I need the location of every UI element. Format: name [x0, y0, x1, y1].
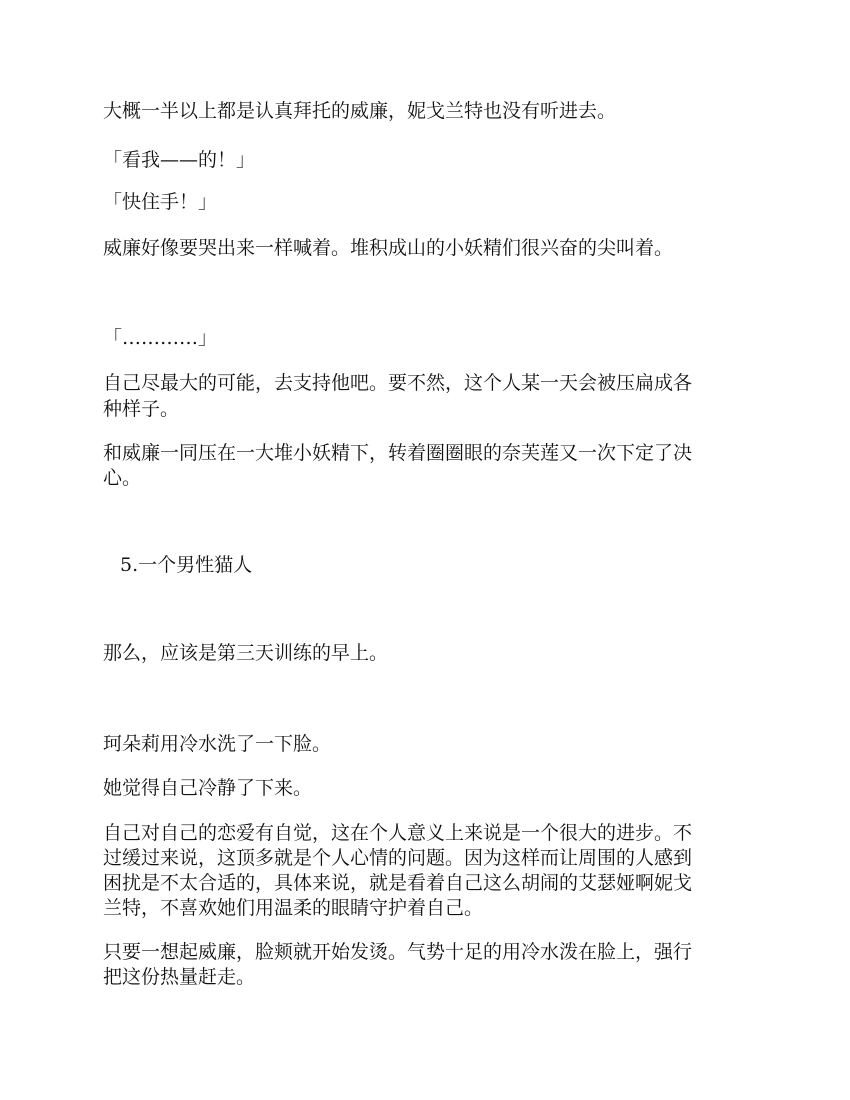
text-line: 自己尽最大的可能，去支持他吧。要不然，这个人某一天会被压扁成各: [103, 372, 693, 394]
text-line: 那么，应该是第三天训练的早上。: [103, 642, 389, 664]
text-line: 她觉得自己冷静了下来。: [103, 777, 313, 799]
section-heading: 5.一个男性猫人: [120, 554, 253, 576]
text-line: 心。: [103, 467, 142, 489]
text-line: 珂朵莉用冷水洗了一下脸。: [103, 733, 332, 755]
text-line: 「看我——的！」: [103, 149, 256, 171]
text-line: 把这份热量赶走。: [103, 966, 256, 988]
text-line: 种样子。: [103, 398, 180, 420]
text-line: 和威廉一同压在一大堆小妖精下，转着圈圈眼的奈芙莲又一次下定了决: [103, 442, 693, 464]
text-line: 威廉好像要哭出来一样喊着。堆积成山的小妖精们很兴奋的尖叫着。: [103, 237, 674, 259]
text-line: 只要一想起威廉，脸颊就开始发烫。气势十足的用冷水泼在脸上，强行: [103, 941, 693, 963]
text-line: 自己对自己的恋爱有自觉，这在个人意义上来说是一个很大的进步。不: [103, 822, 693, 844]
text-line: 「快住手！」: [103, 191, 218, 213]
text-line: 大概一半以上都是认真拜托的威廉，妮戈兰特也没有听进去。: [103, 100, 617, 122]
text-line: 兰特，不喜欢她们用温柔的眼睛守护着自己。: [103, 897, 484, 919]
text-line: 过缓过来说，这顶多就是个人心情的问题。因为这样而让周围的人感到: [103, 847, 693, 869]
text-line: 「…………」: [103, 327, 218, 349]
text-line: 困扰是不太合适的，具体来说，就是看着自己这么胡闹的艾瑟娅啊妮戈: [103, 872, 693, 894]
